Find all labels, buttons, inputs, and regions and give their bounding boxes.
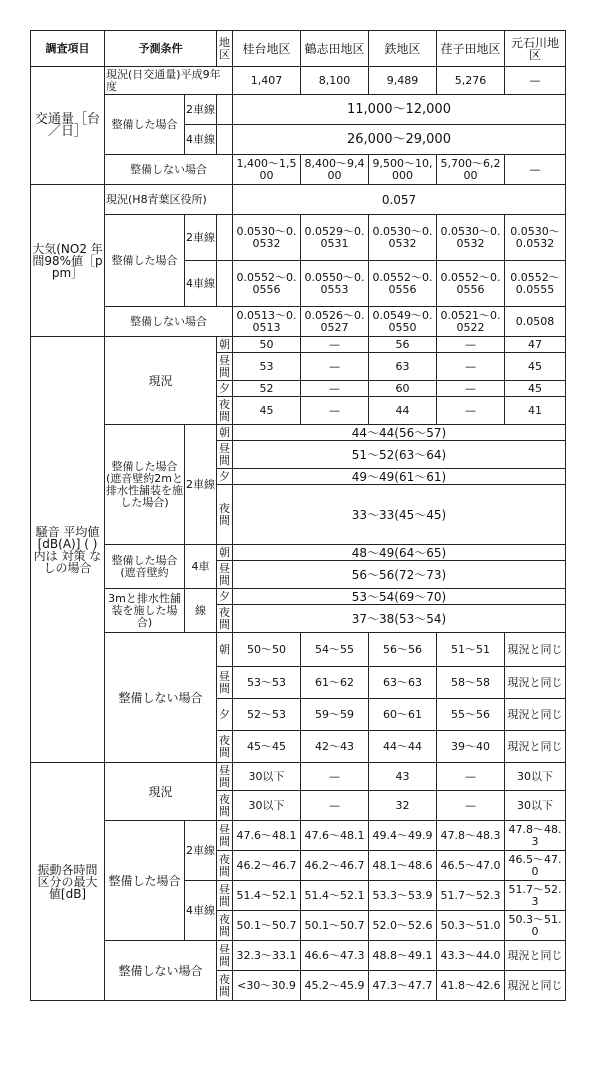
table-cell: 1,400～1,500 xyxy=(233,155,301,185)
lane-label: 2車線 xyxy=(185,215,217,261)
table-cell: 0.0530～0.0532 xyxy=(233,215,301,261)
table-cell: 0.0521～0.0522 xyxy=(437,307,505,337)
table-row xyxy=(31,307,566,337)
table-cell: 37～38(53～54) xyxy=(233,605,566,633)
table-cell: 0.0513～0.0513 xyxy=(233,307,301,337)
table-cell: 46.2～46.7 xyxy=(233,851,301,881)
table-cell: 1,407 xyxy=(233,67,301,95)
table-cell: 現況と同じ xyxy=(505,699,566,731)
table-cell: 47.6～48.1 xyxy=(301,821,369,851)
table-cell: 45～45 xyxy=(233,731,301,763)
col-header-item: 調査項目 xyxy=(31,31,105,67)
table-cell: 44 xyxy=(369,397,437,425)
time-label: 夜間 xyxy=(217,911,233,941)
table-cell: 現況と同じ xyxy=(505,971,566,1001)
table-cell: <30～30.9 xyxy=(233,971,301,1001)
table-cell: 50～50 xyxy=(233,633,301,667)
table-cell: — xyxy=(301,337,369,353)
table-cell: 46.2～46.7 xyxy=(301,851,369,881)
table-cell: 50 xyxy=(233,337,301,353)
lane-label: 2車線 xyxy=(185,821,217,881)
time-label: 朝 xyxy=(217,337,233,353)
table-cell: 56～56(72～73) xyxy=(233,561,566,589)
table-cell: 0.0530～0.0532 xyxy=(369,215,437,261)
table-cell: 47.8～48.3 xyxy=(505,821,566,851)
table-cell: 60～61 xyxy=(369,699,437,731)
lane-label: 4車 xyxy=(185,545,217,589)
table-cell: 45 xyxy=(505,353,566,381)
time-label: 夜間 xyxy=(217,791,233,821)
table-cell: 0.0552～0.0556 xyxy=(369,261,437,307)
table-cell: 49.4～49.9 xyxy=(369,821,437,851)
table-cell: 50.1～50.7 xyxy=(301,911,369,941)
table-cell: — xyxy=(301,397,369,425)
table-cell: 46.5～47.0 xyxy=(505,851,566,881)
table-cell: 0.0552～0.0555 xyxy=(505,261,566,307)
table-cell: 58～58 xyxy=(437,667,505,699)
time-label: 夕 xyxy=(217,589,233,605)
table-cell: 44～44(56～57) xyxy=(233,425,566,441)
table-cell: — xyxy=(505,155,566,185)
blank-cell xyxy=(217,215,233,261)
table-cell: 51.7～52.3 xyxy=(505,881,566,911)
table-cell: 0.0530～0.0532 xyxy=(505,215,566,261)
table-row xyxy=(31,155,566,185)
col-header-district-1: 桂台地区 xyxy=(233,31,301,67)
table-cell: 現況と同じ xyxy=(505,941,566,971)
vibration-built-label: 整備した場合 xyxy=(105,821,185,941)
air-built-label: 整備した場合 xyxy=(105,215,185,307)
table-cell: — xyxy=(437,397,505,425)
table-cell: 47 xyxy=(505,337,566,353)
noise-lane2-condition: 整備した場合(遮音壁約2mと排水性舗装を施した場合) xyxy=(105,425,185,545)
table-row xyxy=(31,95,566,125)
table-cell: 26,000～29,000 xyxy=(233,125,566,155)
air-current-label: 現況(H8青葉区役所) xyxy=(105,185,233,215)
table-cell: 41.8～42.6 xyxy=(437,971,505,1001)
table-cell: 現況と同じ xyxy=(505,667,566,699)
table-cell: 30以下 xyxy=(233,791,301,821)
table-cell: 0.057 xyxy=(233,185,566,215)
table-cell: 30以下 xyxy=(505,791,566,821)
noise-lane4-condition-line3: 舗装を施した場合) xyxy=(111,591,181,629)
table-cell: 52～53 xyxy=(233,699,301,731)
traffic-current-label: 現況(日交通量)平成9年度 xyxy=(105,67,233,95)
table-cell: — xyxy=(301,353,369,381)
table-cell: 42～43 xyxy=(301,731,369,763)
noise-not-built-label: 整備しない場合 xyxy=(105,633,217,763)
table-cell: 63 xyxy=(369,353,437,381)
table-cell: 53 xyxy=(233,353,301,381)
col-header-district-4: 荏子田地区 xyxy=(437,31,505,67)
table-cell: 63～63 xyxy=(369,667,437,699)
table-cell: — xyxy=(437,791,505,821)
table-cell: 48～49(64～65) xyxy=(233,545,566,561)
table-cell: 45 xyxy=(233,397,301,425)
lane-label: 2車線 xyxy=(185,425,217,545)
table-cell: — xyxy=(437,381,505,397)
table-row xyxy=(31,821,566,851)
table-cell: 53～53 xyxy=(233,667,301,699)
table-cell: 現況と同じ xyxy=(505,731,566,763)
table-cell: 9,489 xyxy=(369,67,437,95)
table-cell: 現況と同じ xyxy=(505,633,566,667)
table-cell: 32 xyxy=(369,791,437,821)
table-row xyxy=(31,633,566,667)
time-label: 夜間 xyxy=(217,605,233,633)
lane-label: 4車線 xyxy=(185,125,217,155)
time-label: 昼間 xyxy=(217,881,233,911)
table-cell: 0.0526～0.0527 xyxy=(301,307,369,337)
time-label: 朝 xyxy=(217,425,233,441)
table-cell: 53～54(69～70) xyxy=(233,589,566,605)
table-cell: 0.0530～0.0532 xyxy=(437,215,505,261)
table-cell: 43 xyxy=(369,763,437,791)
survey-table-wrapper xyxy=(30,30,566,1001)
table-cell: 44～44 xyxy=(369,731,437,763)
time-label: 昼間 xyxy=(217,441,233,469)
traffic-label: 交通量［台／日］ xyxy=(31,67,105,185)
blank-cell xyxy=(217,95,233,125)
time-label: 夜間 xyxy=(217,851,233,881)
table-cell: — xyxy=(437,763,505,791)
noise-label: 騒音 平均値 [dB(A)] ( )内は 対策 なしの場合 xyxy=(31,337,105,763)
table-row xyxy=(31,425,566,441)
lane-label: 4車線 xyxy=(185,261,217,307)
table-cell: 52 xyxy=(233,381,301,397)
table-cell: 0.0508 xyxy=(505,307,566,337)
air-not-built-label: 整備しない場合 xyxy=(105,307,233,337)
table-cell: 5,700～6,200 xyxy=(437,155,505,185)
table-cell: — xyxy=(505,67,566,95)
table-cell: — xyxy=(437,353,505,381)
table-cell: 45 xyxy=(505,381,566,397)
table-cell: 43.3～44.0 xyxy=(437,941,505,971)
table-cell: 49～49(61～61) xyxy=(233,469,566,485)
table-cell: 54～55 xyxy=(301,633,369,667)
table-row xyxy=(31,545,566,561)
table-cell: 0.0549～0.0550 xyxy=(369,307,437,337)
lane-label: 2車線 xyxy=(185,95,217,125)
table-cell: 52.0～52.6 xyxy=(369,911,437,941)
traffic-built-label: 整備した場合 xyxy=(105,95,185,155)
time-label: 昼間 xyxy=(217,667,233,699)
table-cell: 53.3～53.9 xyxy=(369,881,437,911)
time-label: 昼間 xyxy=(217,821,233,851)
table-cell: 30以下 xyxy=(233,763,301,791)
table-cell: 39～40 xyxy=(437,731,505,763)
col-header-district-2: 鶴志田地区 xyxy=(301,31,369,67)
table-cell: 8,400～9,400 xyxy=(301,155,369,185)
table-cell: — xyxy=(301,791,369,821)
blank-cell xyxy=(217,125,233,155)
table-cell: 47.3～47.7 xyxy=(369,971,437,1001)
blank-cell xyxy=(217,261,233,307)
time-label: 昼間 xyxy=(217,941,233,971)
table-cell: 50.1～50.7 xyxy=(233,911,301,941)
time-label: 朝 xyxy=(217,545,233,561)
time-label: 夜間 xyxy=(217,971,233,1001)
time-label: 昼間 xyxy=(217,763,233,791)
table-cell: 48.1～48.6 xyxy=(369,851,437,881)
table-row xyxy=(31,763,566,791)
col-header-district-5: 元石川地区 xyxy=(505,31,566,67)
table-cell: 51.4～52.1 xyxy=(301,881,369,911)
lane-label: 4車線 xyxy=(185,881,217,941)
lane-label-cont: 線 xyxy=(185,589,217,633)
table-cell: 56～56 xyxy=(369,633,437,667)
table-cell: 46.6～47.3 xyxy=(301,941,369,971)
table-cell: 51.4～52.1 xyxy=(233,881,301,911)
noise-current-label: 現況 xyxy=(105,337,217,425)
col-header-district-3: 鉄地区 xyxy=(369,31,437,67)
col-header-district: 地区 xyxy=(217,31,233,67)
table-cell: 9,500～10,000 xyxy=(369,155,437,185)
time-label: 夜間 xyxy=(217,731,233,763)
table-cell: 0.0550～0.0553 xyxy=(301,261,369,307)
table-cell: 33～33(45～45) xyxy=(233,485,566,545)
time-label: 夜間 xyxy=(217,485,233,545)
table-cell: 48.8～49.1 xyxy=(369,941,437,971)
table-cell: 51～52(63～64) xyxy=(233,441,566,469)
table-cell: 59～59 xyxy=(301,699,369,731)
header-row xyxy=(31,31,566,67)
time-label: 夕 xyxy=(217,381,233,397)
table-cell: 55～56 xyxy=(437,699,505,731)
table-row xyxy=(31,941,566,971)
table-cell: 11,000～12,000 xyxy=(233,95,566,125)
table-cell: — xyxy=(301,381,369,397)
noise-lane4-condition-cont xyxy=(105,589,185,633)
time-label: 夕 xyxy=(217,469,233,485)
table-cell: 51.7～52.3 xyxy=(437,881,505,911)
time-label: 昼間 xyxy=(217,353,233,381)
noise-lane4-condition-line2: 3mと排水性 xyxy=(108,591,170,605)
table-cell: 46.5～47.0 xyxy=(437,851,505,881)
table-cell: 45.2～45.9 xyxy=(301,971,369,1001)
table-cell: 8,100 xyxy=(301,67,369,95)
table-cell: 50.3～51.0 xyxy=(505,911,566,941)
col-header-condition: 予測条件 xyxy=(105,31,217,67)
table-cell: 5,276 xyxy=(437,67,505,95)
time-label: 朝 xyxy=(217,633,233,667)
table-cell: 0.0529～0.0531 xyxy=(301,215,369,261)
table-cell: 0.0552～0.0556 xyxy=(437,261,505,307)
table-row xyxy=(31,185,566,215)
time-label: 夕 xyxy=(217,699,233,731)
table-cell: 30以下 xyxy=(505,763,566,791)
table-row xyxy=(31,589,566,605)
time-label: 夜間 xyxy=(217,397,233,425)
table-cell: 0.0552～0.0556 xyxy=(233,261,301,307)
time-label: 昼間 xyxy=(217,561,233,589)
vibration-not-built-label: 整備しない場合 xyxy=(105,941,217,1001)
noise-lane4-condition: 整備した場合(遮音壁約 xyxy=(105,545,185,589)
table-cell: 50.3～51.0 xyxy=(437,911,505,941)
table-row xyxy=(31,215,566,261)
table-cell: 47.6～48.1 xyxy=(233,821,301,851)
table-cell: 32.3～33.1 xyxy=(233,941,301,971)
table-cell: 51～51 xyxy=(437,633,505,667)
table-cell: 41 xyxy=(505,397,566,425)
table-row xyxy=(31,337,566,353)
table-cell: 61～62 xyxy=(301,667,369,699)
traffic-not-built-label: 整備しない場合 xyxy=(105,155,233,185)
survey-table xyxy=(30,30,566,1001)
table-cell: 47.8～48.3 xyxy=(437,821,505,851)
table-row xyxy=(31,67,566,95)
table-cell: 56 xyxy=(369,337,437,353)
table-cell: — xyxy=(437,337,505,353)
table-cell: 60 xyxy=(369,381,437,397)
vibration-label: 振動各時間区分の最大値[dB] xyxy=(31,763,105,1001)
air-label: 大気(NO2 年間98%値［ppm］ xyxy=(31,185,105,337)
table-cell: — xyxy=(301,763,369,791)
vibration-current-label: 現況 xyxy=(105,763,217,821)
